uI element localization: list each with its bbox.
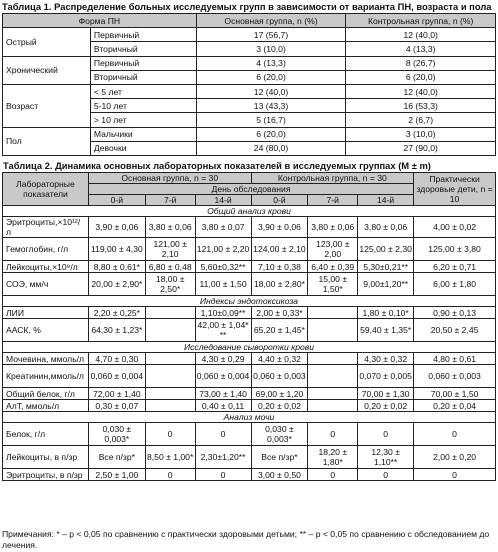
table-row [3, 307, 496, 319]
cell-value: 0 [145, 469, 195, 481]
row-label: Эритроциты, в п/зр [3, 469, 89, 481]
row-label: Креатинин,ммоль/л [3, 365, 89, 388]
cell-value: 6,40 ± 0,39 [308, 261, 358, 273]
cell-value: 0 [308, 469, 358, 481]
cell-value: 2,30±1,20** [195, 446, 251, 469]
cell-value: 20,50 ± 2,45 [414, 319, 496, 342]
table-row [3, 238, 496, 261]
cell-control: 2 (6,7) [346, 113, 496, 127]
cell-value: 4,40 ± 0,32 [251, 353, 308, 365]
cell-value: 18,00 ± 2,80* [251, 273, 308, 296]
cell-value: 64,30 ± 1,23* [88, 319, 145, 342]
cell-value: 69,00 ± 1,20 [251, 388, 308, 400]
row-sub-label: Вторичный [90, 42, 196, 56]
cell-value: 4,70 ± 0,30 [88, 353, 145, 365]
cell-value: 2,00 ± 0,20 [414, 446, 496, 469]
cell-value [145, 400, 195, 412]
cell-value: 0 [358, 423, 414, 446]
section-row [3, 296, 496, 307]
cell-value: 1,80 ± 0,10* [358, 307, 414, 319]
cell-value: 73,00 ± 1,40 [195, 388, 251, 400]
header-day-cell: 14-й [358, 195, 414, 206]
cell-value: 2,20 ± 0,25* [88, 307, 145, 319]
cell-value: 8,50 ± 1,00* [145, 446, 195, 469]
cell-main: 6 (20,0) [196, 127, 346, 141]
cell-main: 12 (40,0) [196, 84, 346, 98]
cell-control: 4 (13,3) [346, 42, 496, 56]
cell-value [145, 388, 195, 400]
cell-value: 3,90 ± 0,06 [88, 217, 145, 238]
cell-value: 125,00 ± 2,30 [358, 238, 414, 261]
cell-value: 0,060 ± 0,003 [251, 365, 308, 388]
cell-value: 0,20 ± 0,02 [358, 400, 414, 412]
cell-value: 0,40 ± 0,11 [195, 400, 251, 412]
row-sub-label: < 5 лет [90, 84, 196, 98]
cell-value [308, 353, 358, 365]
table-row [3, 319, 496, 342]
cell-value: 0 [195, 469, 251, 481]
header-day-cell: 0-й [88, 195, 145, 206]
table-row [3, 400, 496, 412]
table-row [3, 127, 496, 141]
cell-value: 3,00 ± 0,50 [251, 469, 308, 481]
table-row [3, 469, 496, 481]
cell-value [308, 319, 358, 342]
cell-value [308, 365, 358, 388]
row-label: Гемоглобин, г/л [3, 238, 89, 261]
table-row [3, 84, 496, 98]
cell-value: 8,80 ± 0,61* [88, 261, 145, 273]
cell-main: 3 (10,0) [196, 42, 346, 56]
cell-value: 5,30±0,21** [358, 261, 414, 273]
cell-value: Все п/зр* [251, 446, 308, 469]
cell-value [145, 319, 195, 342]
table2-header-row-1 [3, 173, 496, 184]
header-main-group: Основная группа, n = 30 [88, 173, 251, 184]
cell-value [145, 307, 195, 319]
table-row [3, 261, 496, 273]
section-title: Индексы эндотоксикоза [3, 296, 496, 307]
table-row [3, 446, 496, 469]
cell-value: 70,00 ± 1,30 [358, 388, 414, 400]
row-group-label: Пол [3, 127, 91, 155]
header-indicators: Лабораторные показатели [3, 173, 89, 206]
table2-body [3, 206, 496, 481]
cell-value: 0 [195, 423, 251, 446]
cell-value: 42,00 ± 1,04* ** [195, 319, 251, 342]
table1-caption: Таблица 1. Распределение больных исследуемых групп в зависимости от варианта ПН, возраста и пола [2, 1, 492, 12]
cell-value: 3,80 ± 0,06 [358, 217, 414, 238]
table-row [3, 273, 496, 296]
cell-value: Все п/зр* [88, 446, 145, 469]
cell-value: 0,20 ± 0,04 [414, 400, 496, 412]
table-row [3, 423, 496, 446]
table-row [3, 388, 496, 400]
cell-value: 2,00 ± 0,33* [251, 307, 308, 319]
cell-value: 6,00 ± 1,80 [414, 273, 496, 296]
cell-value: 121,00 ± 2,10 [145, 238, 195, 261]
cell-value: 0,030 ± 0,003* [251, 423, 308, 446]
cell-value: 11,00 ± 1,50 [195, 273, 251, 296]
cell-value: 4,00 ± 0,02 [414, 217, 496, 238]
section-title: Исследование сыворотки крови [3, 342, 496, 353]
cell-main: 13 (43,3) [196, 99, 346, 113]
header-day-cell: 14-й [195, 195, 251, 206]
row-sub-label: Вторичный [90, 70, 196, 84]
cell-value: 0,060 ± 0,004 [88, 365, 145, 388]
cell-control: 12 (40,0) [346, 28, 496, 42]
header-healthy: Практически здоровые дети, n = 10 [414, 173, 496, 206]
table-row [3, 353, 496, 365]
cell-value: 0,060 ± 0,003 [414, 365, 496, 388]
header-day: День обследования [88, 184, 413, 195]
row-label: ЛИИ [3, 307, 89, 319]
cell-value: 3,90 ± 0,06 [251, 217, 308, 238]
cell-control: 3 (10,0) [346, 127, 496, 141]
table2 [2, 172, 496, 481]
cell-value: 15,00 ± 1,50* [308, 273, 358, 296]
cell-value: 0 [414, 469, 496, 481]
header-day-cell: 7-й [308, 195, 358, 206]
cell-value: 3,80 ± 0,07 [195, 217, 251, 238]
cell-value: 125,00 ± 3,80 [414, 238, 496, 261]
cell-main: 17 (56,7) [196, 28, 346, 42]
row-sub-label: Девочки [90, 141, 196, 155]
row-label: Эритроциты,×10¹²/л [3, 217, 89, 238]
cell-control: 27 (90,0) [346, 141, 496, 155]
row-label: Белок, г/л [3, 423, 89, 446]
cell-value [308, 388, 358, 400]
table1-header-row [3, 14, 496, 28]
cell-value: 1,10±0,09** [195, 307, 251, 319]
table-row [3, 56, 496, 70]
cell-value: 0,070 ± 0,005 [358, 365, 414, 388]
row-label: Лейкоциты, в п/зр [3, 446, 89, 469]
section-title: Анализ мочи [3, 412, 496, 423]
cell-value [308, 307, 358, 319]
cell-value: 6,20 ± 0,71 [414, 261, 496, 273]
table-row [3, 28, 496, 42]
cell-value: 119,00 ± 4,30 [88, 238, 145, 261]
cell-value: 3,80 ± 0,06 [145, 217, 195, 238]
row-label: Мочевина, ммоль/л [3, 353, 89, 365]
row-group-label: Острый [3, 28, 91, 56]
cell-value: 18,00 ± 2,50* [145, 273, 195, 296]
cell-value: 0,90 ± 0,13 [414, 307, 496, 319]
cell-value: 123,00 ± 2,00 [308, 238, 358, 261]
section-title: Общий анализ крови [3, 206, 496, 217]
cell-value: 4,80 ± 0,61 [414, 353, 496, 365]
cell-value: 18,20 ± 1,80* [308, 446, 358, 469]
cell-value [308, 400, 358, 412]
cell-value: 65,20 ± 1,45* [251, 319, 308, 342]
row-sub-label: 5-10 лет [90, 99, 196, 113]
cell-value: 0,030 ± 0,003* [88, 423, 145, 446]
cell-value: 0,060 ± 0,004 [195, 365, 251, 388]
cell-value: 6,80 ± 0,48 [145, 261, 195, 273]
table-row [3, 217, 496, 238]
row-label: Лейкоциты,×10⁹/л [3, 261, 89, 273]
table1-header-main: Основная группа, n (%) [196, 14, 346, 28]
section-row [3, 412, 496, 423]
cell-value: 0 [358, 469, 414, 481]
section-row [3, 206, 496, 217]
cell-value: 0 [414, 423, 496, 446]
cell-value: 2,50 ± 1,00 [88, 469, 145, 481]
table-row [3, 365, 496, 388]
cell-value: 0 [308, 423, 358, 446]
cell-value: 0,30 ± 0,07 [88, 400, 145, 412]
header-control-group: Контрольная группа, n = 30 [251, 173, 414, 184]
cell-value: 4,30 ± 0,32 [358, 353, 414, 365]
row-label: Общий белок, г/л [3, 388, 89, 400]
cell-value: 0,20 ± 0,02 [251, 400, 308, 412]
table1 [2, 13, 496, 156]
cell-value: 72,00 ± 1,40 [88, 388, 145, 400]
table2-caption: Таблица 2. Динамика основных лабораторных показателей в исследуемых группах (M ± m) [3, 160, 431, 171]
cell-main: 24 (80,0) [196, 141, 346, 155]
cell-value [145, 353, 195, 365]
row-sub-label: Мальчики [90, 127, 196, 141]
row-group-label: Возраст [3, 84, 91, 127]
cell-value: 121,00 ± 2,20 [195, 238, 251, 261]
cell-value: 20,00 ± 2,90* [88, 273, 145, 296]
cell-main: 5 (16,7) [196, 113, 346, 127]
row-sub-label: > 10 лет [90, 113, 196, 127]
cell-value: 4,30 ± 0,29 [195, 353, 251, 365]
footnote: Примечания: * – p < 0,05 по сравнению с практически здоровыми детьми; ** – p < 0,05 по сравнению с обследованием до лечения. [2, 529, 490, 550]
row-label: СОЭ, мм/ч [3, 273, 89, 296]
cell-value: 9,00±1,20** [358, 273, 414, 296]
row-label: АлТ, ммоль/л [3, 400, 89, 412]
cell-control: 8 (26,7) [346, 56, 496, 70]
cell-value: 59,40 ± 1,35* [358, 319, 414, 342]
cell-control: 6 (20,0) [346, 70, 496, 84]
cell-value: 12,30 ± 1,10** [358, 446, 414, 469]
cell-value [145, 365, 195, 388]
cell-value: 5,60±0,32** [195, 261, 251, 273]
cell-main: 4 (13,3) [196, 56, 346, 70]
cell-value: 124,00 ± 2,10 [251, 238, 308, 261]
row-group-label: Хронический [3, 56, 91, 84]
cell-value: 3,80 ± 0,06 [308, 217, 358, 238]
cell-control: 12 (40,0) [346, 84, 496, 98]
row-sub-label: Первичный [90, 28, 196, 42]
cell-main: 6 (20,0) [196, 70, 346, 84]
header-day-cell: 7-й [145, 195, 195, 206]
cell-control: 16 (53,3) [346, 99, 496, 113]
header-day-cell: 0-й [251, 195, 308, 206]
section-row [3, 342, 496, 353]
table1-header-form: Форма ПН [3, 14, 197, 28]
cell-value: 7,10 ± 0,38 [251, 261, 308, 273]
cell-value: 70,00 ± 1,50 [414, 388, 496, 400]
row-sub-label: Первичный [90, 56, 196, 70]
row-label: ААСК, % [3, 319, 89, 342]
table1-header-control: Контрольная группа, n (%) [346, 14, 496, 28]
cell-value: 0 [145, 423, 195, 446]
